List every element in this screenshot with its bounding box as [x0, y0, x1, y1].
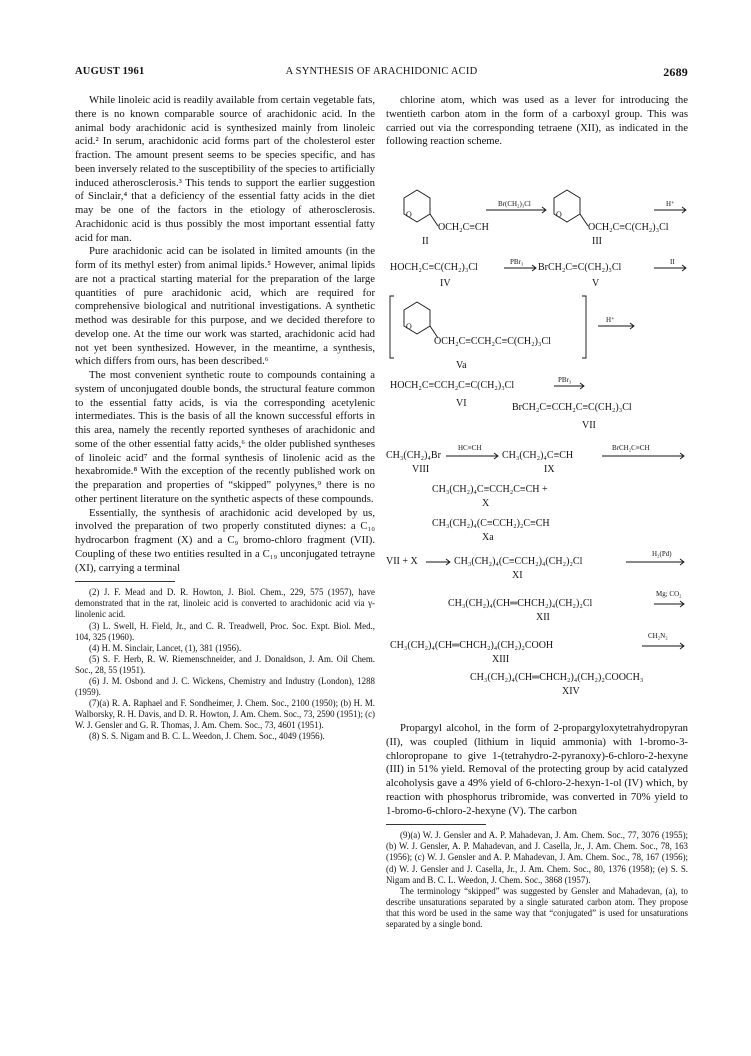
footnote: (4) H. M. Sinclair, Lancet, (1), 381 (1956).	[89, 642, 242, 653]
bracket	[582, 296, 586, 358]
footnote: (7)(a) R. A. Raphael and F. Sondheimer, J. Chem. Soc., 2100 (1950); (b) H. M. Walborsky, R. H. Davis, and D. R. Howton, J. Am. Chem. Soc., 73, 2590 (1951); (c) W. J. Gensler and G. R. Thomas, J. Am. Chem. Soc., 73, 4601 (1951).	[75, 698, 375, 731]
reagent-label: Br(CH₂)₃Cl	[498, 200, 531, 208]
paragraph: While linoleic acid is readily available from certain vegetable fats, there is no known comparable source of arachidonic acid. In the animal body arachidonic acid is synthesized mainly from linoleic acid.² In serum, arachidonic acid forms part of the cholesterol ester fraction. The amount present seems to be species specific, and has been inversely related to the susceptibility of the species to artificially induced atherosclerosis.³ This tends to support the earlier suggestion of Sinclair,⁴ that a deficiency of the essential fatty acids in the diet may be one of the factors in the etiology of atherosclerosis. Arachidonic acid is thus possibly the most important essential fatty acid for man.	[75, 94, 375, 244]
structure-X: CH₃(CH₂)₄C≡CCH₂C≡CH +	[432, 484, 548, 495]
reagent-label: H⁺	[606, 316, 615, 324]
right-column-intro	[386, 94, 688, 149]
structure-V: BrCH₂C≡C(CH₂)₃Cl	[538, 262, 622, 273]
footnote: The terminology “skipped” was suggested by Gensler and Mahadevan, (a), to describe unsaturations separated by a single saturated carbon atom. They propose that this word be used in the same way that “conjugated” is used for unsaturations separated by a single bond.	[386, 885, 688, 929]
footnote-divider	[386, 824, 486, 825]
scheme-graphics	[386, 158, 688, 720]
paragraph: chlorine atom, which was used as a lever for introducing the twentieth carbon atom in the form of a carboxyl group. This was carried out via the corresponding tetraene (XII), as indicated in the following reaction scheme.	[386, 94, 688, 148]
header-date: AUGUST 1961	[75, 66, 145, 77]
label-III: III	[592, 236, 602, 247]
reagent-label: PBr₃	[510, 258, 524, 266]
reagent-label: H₂(Pd)	[652, 550, 672, 558]
label-IV: IV	[440, 278, 451, 289]
label-XII: XII	[536, 612, 550, 623]
reagent-label: CH₂N₂	[648, 632, 668, 640]
label-IX: IX	[544, 464, 555, 475]
ring-bond	[430, 214, 438, 226]
label-XIII: XIII	[492, 654, 510, 665]
footnote: (5) S. F. Herb, R. W. Riemenschneider, and J. Donaldson, J. Am. Oil Chem. Soc., 28, 55 (1951).	[75, 653, 375, 675]
structure-Xa: CH₃(CH₂)₄(C≡CCH₂)₂C≡CH	[432, 518, 550, 529]
paragraph: The most convenient synthetic route to compounds containing a system of unconjugated double bonds, the structural feature common to the essential fatty acids, is via the corresponding acetylenic intermediates. This is the basis of all the known successful efforts in this area, namely the recently reported syntheses of arachidonic and some of the other essential fatty acids,⁶ the older published syntheses of linoleic acid⁷ and the formal synthesis of linolenic acid as the hexabromide.⁸ With the exception of the recently published work on the preparation and properties of “skipped” polyynes,⁹ there is no other pertinent literature on the synthetic aspects of these compounds.	[75, 369, 375, 505]
ring-oxygen: O	[406, 322, 412, 331]
structure-II: OCH₂C≡CH	[438, 222, 489, 233]
reagent-label: Mg; CO₂	[656, 590, 682, 598]
reagent-label: BrCH₂C≡CH	[612, 444, 650, 452]
label-XI: XI	[512, 570, 523, 581]
page-number: 2689	[663, 65, 688, 79]
reagent-label: PBr₃	[558, 376, 572, 384]
footnote: (6) J. M. Osbond and J. C. Wickens, Chemistry and Industry (London), 1288 (1959).	[75, 676, 375, 698]
paragraph: Pure arachidonic acid can be isolated in limited amounts (in the form of its methyl ester) from animal lipids.⁵ However, animal lipids are not a practical starting material for the preparation of the large quantities of pure arachidonic acid, which are required for comprehensive biological and nutritional investigations. A synthetic method was desirable for this purpose, and we decided therefore to develop one. At the time our work was started, arachidonic acid had not yet been synthesized. However, in the meantime, a synthesis, which differs from ours, has been described.⁶	[75, 245, 375, 368]
header-title: A SYNTHESIS OF ARACHIDONIC ACID	[285, 66, 478, 77]
right-column-body	[386, 722, 688, 930]
label-Xa: Xa	[482, 532, 494, 543]
structure-Va: OCH₂C≡CCH₂C≡C(CH₂)₃Cl	[434, 336, 551, 347]
structure-VI: HOCH₂C≡CCH₂C≡C(CH₂)₃Cl	[390, 380, 515, 391]
reagent-label: HC≡CH	[458, 444, 482, 452]
label-VII: VII	[582, 420, 596, 431]
structure-XII: CH₃(CH₂)₄(CH═CHCH₂)₄(CH₂)₂Cl	[448, 598, 593, 609]
structure-IX: CH₃(CH₂)₄C≡CH	[502, 450, 574, 461]
reagent-label: H⁺	[666, 200, 675, 208]
footnote-divider	[75, 581, 175, 582]
footnote: (2) J. F. Mead and D. R. Howton, J. Biol. Chem., 229, 575 (1957), have demonstrated that in the rat, linoleic acid is converted to arachidonic acid via γ-linolenic acid.	[75, 587, 375, 620]
structure-VII: BrCH₂C≡CCH₂C≡C(CH₂)₃Cl	[512, 402, 632, 413]
label-XIV: XIV	[562, 686, 580, 697]
label-VI: VI	[456, 398, 467, 409]
label-II: II	[422, 236, 429, 247]
structure-III: OCH₂C≡C(CH₂)₃Cl	[588, 222, 669, 233]
ring-oxygen: O	[406, 210, 412, 219]
bracket	[390, 296, 394, 358]
footnote: (9)(a) W. J. Gensler and A. P. Mahadevan, J. Am. Chem. Soc., 77, 3076 (1955); (b) W. J. Gensler, A. P. Mahadevan, and J. Casella, Jr., J. Am. Chem. Soc., 78, 163 (1956); (c) W. J. Gensler and A. P. Mahadevan, J. Am. Chem. Soc., 78, 167 (1956); (d) W. J. Gensler and J. Casella, Jr., J. Am. Chem. Soc., 80, 1376 (1958); (e) S. S. Nigam and B. C. L. Weedon, J. Chem. Soc., 3868 (1957).	[386, 830, 688, 885]
running-header	[75, 66, 688, 80]
label-VIII: VIII	[412, 464, 430, 475]
label-V: V	[592, 278, 600, 289]
paragraph: Essentially, the synthesis of arachidonic acid developed by us, involved the preparation of two properly constituted diynes: a C₁₀ hydrocarbon fragment (X) and a C₉ bromo-chloro fragment (VII). Coupling of these two entities resulted in a C₁₉ unconjugated tetrayne (XI), carrying a terminal	[75, 506, 375, 574]
structure-VII-X: VII + X	[386, 556, 418, 567]
structure-VIII: CH₃(CH₂)₄Br	[386, 450, 441, 461]
reagent-label: II	[670, 258, 675, 266]
ring-bond	[580, 214, 588, 226]
footnote: (3) L. Swell, H. Field, Jr., and C. R. Treadwell, Proc. Soc. Expt. Biol. Med., 104, 325 (1960).	[75, 620, 375, 642]
label-Va: Va	[456, 360, 467, 371]
structure-XIV: CH₃(CH₂)₄(CH═CHCH₂)₄(CH₂)₂COOCH₃	[470, 672, 644, 683]
ring-oxygen: O	[556, 210, 562, 219]
paragraph: Propargyl alcohol, in the form of 2-propargyloxytetrahydropyran (II), was coupled (lithium in liquid ammonia) with 1-bromo-3-chloropropane to give 1-(tetrahydro-2-pyranoxy)-6-chloro-2-hexyne (III) in 51% yield. Removal of the protecting group by acid catalyzed alcoholysis gave a 49% yield of 6-chloro-2-hexyn-1-ol (IV) which, by reaction with phosphorus tribromide, was converted in 70% yield to 1-bromo-6-chloro-2-hexyne (V). The carbon	[386, 722, 688, 817]
structure-IV: HOCH₂C≡C(CH₂)₃Cl	[390, 262, 478, 273]
footnote: (8) S. S. Nigam and B. C. L. Weedon, J. Chem. Soc., 4049 (1956).	[89, 731, 325, 742]
structure-XI: CH₃(CH₂)₄(C≡CCH₂)₄(CH₂)₂Cl	[454, 556, 583, 567]
reaction-scheme	[386, 158, 688, 720]
structure-XIII: CH₃(CH₂)₄(CH═CHCH₂)₄(CH₂)₂COOH	[390, 640, 554, 651]
label-X: X	[482, 498, 490, 509]
left-column	[75, 94, 375, 743]
